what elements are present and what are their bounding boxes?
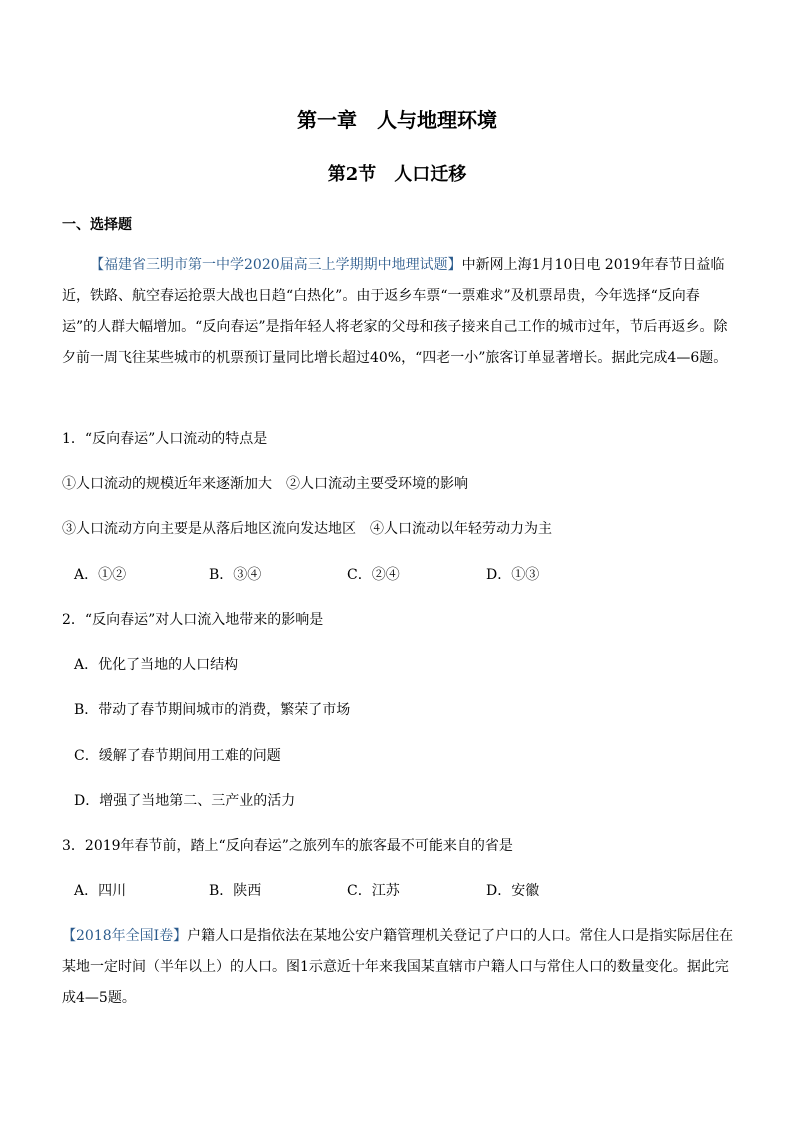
question-1-option-a: A．①② (74, 567, 127, 583)
question-2-option-b: B．带动了春节期间城市的消费，繁荣了市场 (74, 702, 351, 718)
question-3-option-d: D．安徽 (486, 883, 540, 899)
section-title: 第2节 人口迁移 (327, 164, 467, 185)
question-1-option-c: C．②④ (347, 567, 400, 583)
question-2-stem: 2．“反向春运”对人口流入地带来的影响是 (62, 612, 324, 628)
passage-2-source: 【2018年全国I卷】 (62, 928, 188, 944)
question-3-option-a: A．四川 (74, 883, 127, 899)
question-1-statements-b: ③人口流动方向主要是从落后地区流向发达地区 ④人口流动以年轻劳动力为主 (62, 521, 552, 537)
passage-1-text: 中新网上海1月10日电 2019年春节日益临近，铁路、航空春运抢票大战也日趋“白热化”。由于返乡车票“一票难求”及机票昂贵，今年选择“反向春运”的人群大幅增加。“反向春运”是指年轻人将老家的父母和孩子接来自己工作的城市过年，节后再返乡。除夕前一周飞往某些城市的机票预订量同比增长超过40%，“四老一小”旅客订单显著增长。据此完成4—6题。 (62, 257, 728, 366)
question-2-option-a: A．优化了当地的人口结构 (74, 657, 239, 673)
question-1-stem: 1．“反向春运”人口流动的特点是 (62, 431, 268, 447)
question-1-option-b: B．③④ (209, 567, 262, 583)
question-2-option-d: D．增强了当地第二、三产业的活力 (74, 793, 296, 809)
part-heading: 一、选择题 (62, 217, 132, 233)
passage-1 (62, 250, 734, 374)
passage-2 (62, 921, 734, 1014)
question-3-stem: 3．2019年春节前，踏上“反向春运”之旅列车的旅客最不可能来自的省是 (62, 838, 513, 854)
chapter-title: 第一章 人与地理环境 (297, 108, 497, 132)
question-1-option-d: D．①③ (486, 567, 540, 583)
question-3-option-c: C．江苏 (347, 883, 400, 899)
question-1-statements-a: ①人口流动的规模近年来逐渐加大 ②人口流动主要受环境的影响 (62, 476, 468, 492)
passage-2-text: 户籍人口是指依法在某地公安户籍管理机关登记了户口的人口。常住人口是指实际居住在某地一定时间（半年以上）的人口。图1示意近十年来我国某直辖市户籍人口与常住人口的数量变化。据此完成4—5题。 (62, 928, 734, 1006)
passage-1-source: 【福建省三明市第一中学2020届高三上学期期中地理试题】 (90, 257, 462, 273)
question-3-option-b: B．陕西 (209, 883, 262, 899)
question-2-option-c: C．缓解了春节期间用工难的问题 (74, 748, 281, 764)
